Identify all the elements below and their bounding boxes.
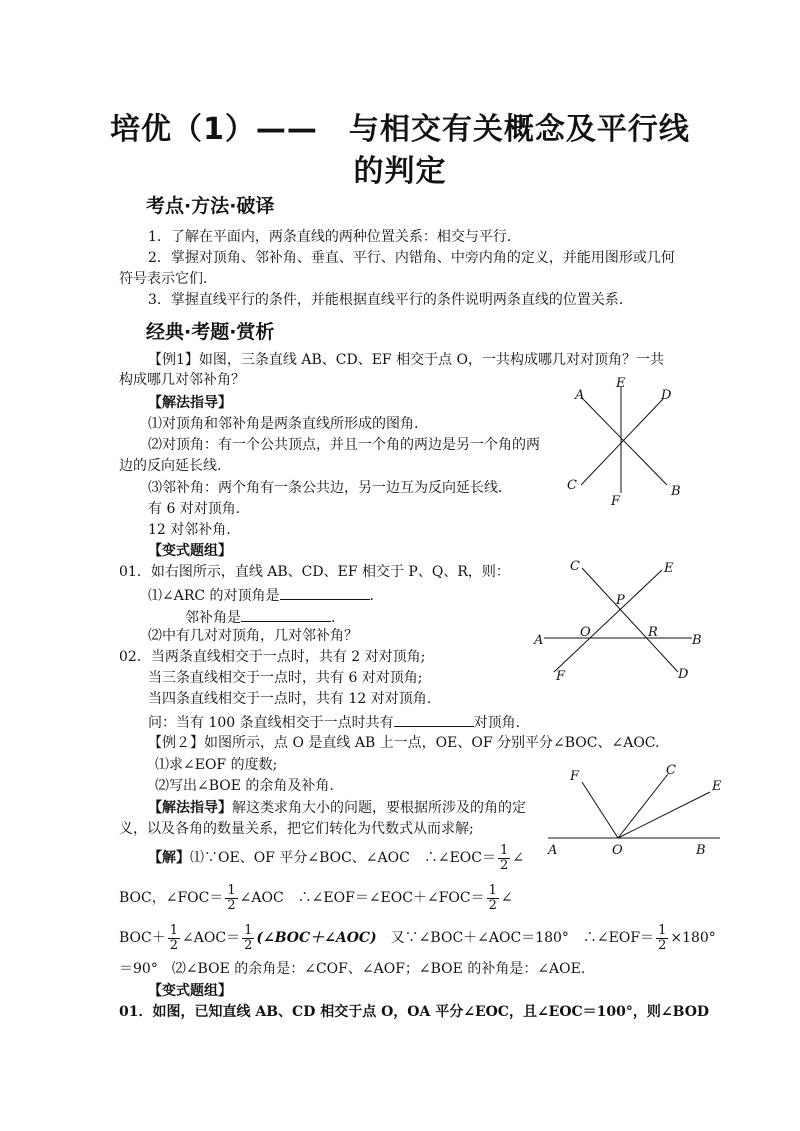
example-2-part-2: ⑵写出∠BOE 的余角及补角. bbox=[155, 778, 334, 794]
example-1-answer-1: 有 6 对对顶角. bbox=[148, 501, 241, 517]
answer-blank[interactable] bbox=[241, 607, 331, 622]
example-1-question-cont: 构成哪几对邻补角？ bbox=[119, 372, 245, 388]
variant-2-1-question: 01．如图，已知直线 AB、CD 相交于点 O，OA 平分∠EOC，且∠EOC＝100°，则∠BOD bbox=[119, 1004, 710, 1020]
point-2-cont: 符号表示它们. bbox=[119, 271, 208, 287]
solution-line-4: ＝90° ⑵∠BOE 的余角是：∠COF、∠AOF；∠BOE 的补角是：∠AOE. bbox=[119, 961, 586, 977]
label-C: C bbox=[570, 559, 580, 574]
point-1: 1．了解在平面内，两条直线的两种位置关系：相交与平行． bbox=[148, 229, 521, 245]
variant-2-line-4: 问：当有 100 条直线相交于一点时共有 对顶角. bbox=[148, 712, 520, 732]
label-E: E bbox=[616, 376, 626, 391]
label-C: C bbox=[666, 763, 676, 778]
label-O: O bbox=[580, 625, 591, 640]
variant-heading-1: 【变式题组】 bbox=[148, 543, 232, 559]
example-1-guide-2-cont: 边的反向延长线. bbox=[119, 458, 222, 474]
example-1-guide-2: ⑵对顶角：有一个公共顶点，并且一个角的两边是另一个角的两 bbox=[148, 437, 540, 453]
example-1-answer-2: 12 对邻补角. bbox=[148, 522, 231, 538]
label-R: R bbox=[648, 625, 658, 640]
example-2-part-1: ⑴求∠EOF 的度数; bbox=[155, 757, 278, 773]
line-CD bbox=[582, 568, 678, 672]
answer-blank[interactable] bbox=[280, 585, 370, 600]
label-A: A bbox=[534, 633, 544, 648]
fraction-half: $\frac{1}{2}$ bbox=[169, 922, 179, 953]
ray-OC bbox=[618, 774, 668, 838]
answer-blank[interactable] bbox=[394, 712, 474, 727]
line-EF bbox=[554, 570, 662, 672]
fraction-half: $\frac{1}{2}$ bbox=[227, 882, 236, 913]
point-2: 2．掌握对顶角、邻补角、垂直、平行、内错角、中旁内角的定义，并能用图形或几何 bbox=[148, 250, 675, 266]
section-heading-2: 经典·考题·赏析 bbox=[146, 321, 275, 343]
title-line-2: 的判定 bbox=[353, 154, 447, 189]
label-E: E bbox=[664, 561, 674, 576]
label-F: F bbox=[570, 769, 580, 784]
point-3: 3．掌握直线平行的条件，并能根据直线平行的条件说明两条直线的位置关系． bbox=[148, 292, 633, 308]
ray-OF bbox=[582, 782, 618, 838]
label-A: A bbox=[548, 843, 558, 858]
label-D: D bbox=[678, 667, 689, 682]
label-P: P bbox=[616, 593, 625, 608]
label-O: O bbox=[612, 843, 623, 858]
solution-line-3: BOC＋ $\frac{1}{2}$ ∠AOC＝ $\frac{1}{2}$ (∠BOC＋∠AOC) 又∵∠BOC＋∠AOC＝180° ∴∠EOF＝ $\frac{1}{2}$ ×180° bbox=[119, 922, 716, 953]
variant-2-line-1: 02．当两条直线相交于一点时，共有 2 对对顶角; bbox=[119, 649, 426, 665]
fraction-half: $\frac{1}{2}$ bbox=[488, 882, 497, 913]
title-line-1: 培优（1）—— 与相交有关概念及平行线 bbox=[110, 112, 690, 147]
line-CD bbox=[581, 399, 663, 485]
figure-3-angle-bisectors bbox=[540, 760, 730, 860]
variant-1-part-a-2: 邻补角是 . bbox=[185, 607, 335, 627]
figure-1-three-lines bbox=[555, 375, 695, 515]
figure-2-triangle-lines bbox=[530, 558, 710, 686]
solution-line-2: BOC，∠FOC＝ $\frac{1}{2}$ ∠AOC ∴∠EOF＝∠EOC＋∠FOC＝ $\frac{1}{2}$ ∠ bbox=[119, 882, 513, 913]
label-F: F bbox=[556, 669, 566, 684]
example-2-question: 【例２】如图所示，点 O 是直线 AB 上一点，OE、OF 分别平分∠BOC、∠AOC. bbox=[148, 735, 660, 751]
label-E: E bbox=[712, 779, 722, 794]
label-C: C bbox=[567, 478, 577, 493]
ray-OE bbox=[618, 792, 710, 838]
label-B: B bbox=[692, 633, 702, 648]
variant-2-line-3: 当四条直线相交于一点时，共有 12 对对顶角. bbox=[148, 691, 432, 707]
example-2-guide-cont: 义，以及各角的数量关系，把它们转化为代数式从而求解; bbox=[119, 821, 474, 837]
variant-1-question: 01．如右图所示，直线 AB、CD、EF 相交于 P、Q、R，则： bbox=[119, 564, 510, 580]
example-1-guide-1: ⑴对顶角和邻补角是两条直线所形成的图角. bbox=[148, 416, 419, 432]
label-B: B bbox=[696, 843, 706, 858]
variant-2-line-2: 当三条直线相交于一点时，共有 6 对对顶角; bbox=[148, 670, 423, 686]
example-1-guide-heading: 【解法指导】 bbox=[148, 395, 232, 411]
variant-1-part-b: ⑵中有几对对顶角，几对邻补角？ bbox=[148, 628, 358, 644]
fraction-half: $\frac{1}{2}$ bbox=[244, 922, 253, 953]
label-B: B bbox=[671, 484, 681, 499]
label-F: F bbox=[611, 494, 621, 509]
variant-heading-2: 【变式题组】 bbox=[148, 983, 232, 999]
label-D: D bbox=[661, 388, 672, 403]
example-1-question: 【例1】如图，三条直线 AB、CD、EF 相交于点 O，一共构成哪几对对顶角？一共 bbox=[148, 352, 665, 368]
section-heading-1: 考点·方法·破译 bbox=[146, 195, 275, 217]
label-A: A bbox=[575, 388, 585, 403]
fraction-half: $\frac{1}{2}$ bbox=[499, 842, 509, 873]
example-2-guide: 【解法指导】解这类求角大小的问题，要根据所涉及的角的定 bbox=[148, 800, 526, 816]
fraction-half: $\frac{1}{2}$ bbox=[658, 922, 667, 953]
example-1-guide-3: ⑶邻补角：两个角有一条公共边，另一边互为反向延长线． bbox=[148, 480, 512, 496]
variant-1-part-a: ⑴∠ARC 的对顶角是 . bbox=[148, 585, 374, 605]
solution-line-1: 【解】⑴∵OE、OF 平分∠BOC、∠AOC ∴∠EOC＝ $\frac{1}{2}$ ∠ bbox=[148, 842, 524, 873]
